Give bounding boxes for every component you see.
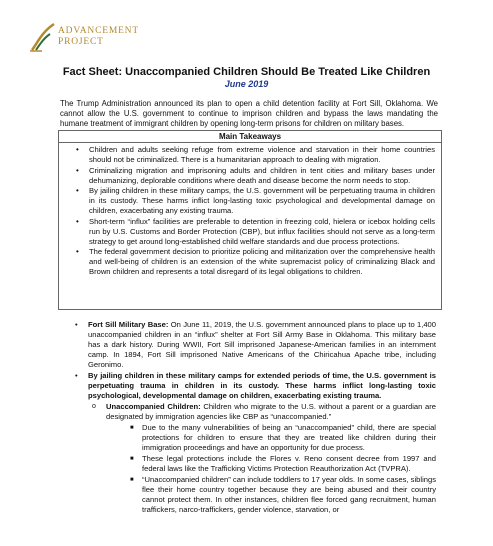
takeaways-list xyxy=(59,145,441,277)
logo-line-2: PROJECT xyxy=(58,37,104,47)
logo-text xyxy=(58,26,139,48)
main-takeaways-box xyxy=(58,130,442,310)
takeaway-text: Criminalizing migration and imprisoning adults and children in tent cities and military bases under dehumanizing, deplorable conditions where death and disease become the norm needs to stop. xyxy=(89,165,435,185)
bullet-icon: • xyxy=(76,186,79,195)
square-bullet-icon: ■ xyxy=(130,477,134,483)
takeaways-heading: Main Takeaways xyxy=(59,131,441,143)
body-section xyxy=(58,320,436,516)
logo-mark-icon xyxy=(28,20,58,54)
list-item xyxy=(59,186,441,216)
list-item xyxy=(59,247,441,277)
advancement-project-logo xyxy=(28,20,148,60)
list-item xyxy=(58,320,436,370)
uc-label: Unaccompanied Children: xyxy=(106,402,201,411)
bullet-icon: • xyxy=(76,165,79,175)
logo-line-1: ADVANCEMENT xyxy=(58,26,139,36)
list-item xyxy=(59,217,441,247)
bullet-icon: • xyxy=(75,320,78,329)
takeaway-text: The federal government decision to prioritize policing and militarization over the comprehensive health and well-being of children is an extension of the white supremacist policy of criminalizing Black and Brown children and represents a total disregard of its legal obligations to children. xyxy=(89,247,435,276)
takeaway-text: By jailing children in these military camps, the U.S. government will be perpetuating trauma in children in its custody. These harms inflict long-lasting toxic psychological and developmental damage on children, exacerbating any existing trauma. xyxy=(89,186,435,215)
square-bullet-icon: ■ xyxy=(130,456,134,462)
bullet-icon: • xyxy=(76,247,79,256)
sub-sub-list-item xyxy=(58,423,436,453)
jailing-text: By jailing children in these military camps for extended periods of time, the U.S. government is perpetuating trauma in children in its custody. These harms inflict long-lasting toxic psychological, developmental damage on children, exacerbating existing trauma. xyxy=(88,371,436,400)
sub-item-text: These legal protections include the Flores v. Reno consent decree from 1997 and federal laws like the Trafficking Victims Protection Reauthorization Act (TVPRA). xyxy=(142,454,436,473)
bullet-icon: • xyxy=(76,216,79,226)
sub-list-item xyxy=(58,402,436,422)
list-item xyxy=(59,145,441,165)
takeaway-text: Children and adults seeking refuge from extreme violence and starvation in their home countries should not be criminalized. There is a humanitarian approach to dealing with migration. xyxy=(89,145,435,164)
sub-item-text: Due to the many vulnerabilities of being an “unaccompanied” child, there are special protections for children to ensure that they are treated like children during their immigration proceedings and have an opportunity for due process. xyxy=(142,423,436,452)
circle-bullet-icon: o xyxy=(92,403,96,410)
uc-text: Children who migrate to the U.S. without a parent or a guardian are designated by immigration agencies like CBP as “unaccompanied.” xyxy=(106,402,436,421)
sub-sub-list-item xyxy=(58,475,436,515)
page-date: June 2019 xyxy=(224,79,269,89)
bullet-icon: • xyxy=(76,145,79,154)
square-bullet-icon: ■ xyxy=(130,425,134,431)
page-title: Fact Sheet: Unaccompanied Children Should Be Treated Like Children xyxy=(62,66,431,78)
fort-sill-label: Fort Sill Military Base: xyxy=(88,320,169,329)
fort-sill-text: On June 11, 2019, the U.S. government announced plans to place up to 1,400 unaccompanied children in an “influx” shelter at Fort Sill Army Base in Oklahoma. This military base has a dark history. During WWII, Fort Sill imprisoned Japanese-American families in an internment camp. In 1894, Fort Sill imprisoned Native Americans of the Chiricahua Apache tribe, including Geronimo. xyxy=(88,320,436,369)
list-item xyxy=(58,371,436,401)
list-item xyxy=(59,166,441,186)
bullet-icon: • xyxy=(75,371,78,380)
takeaway-text: Short-term “influx” facilities are preferable to detention in freezing cold, hielera or icebox holding cells run by U.S. Customs and Border Protection (CBP), but influx facilities should not serve as a long-term strategy to get around long-established child welfare standards and due process protections. xyxy=(89,216,435,246)
intro-paragraph: The Trump Administration announced its plan to open a child detention facility at Fort Sill, Oklahoma. We cannot allow the U.S. government to continue to imprison children and bypass the laws mandating the humane treatment of immigrant children by opening long-term prisons for children on military bases. xyxy=(60,99,438,128)
sub-sub-list-item xyxy=(58,454,436,474)
sub-item-text: “Unaccompanied children” can include toddlers to 17 year olds. In some cases, siblings flee their home country together because they are being abused and their country cannot protect them. In other instances, children flee forced gang recruitment, human traffickers, narco-traffickers, gender violence, starvation, or xyxy=(142,475,436,514)
